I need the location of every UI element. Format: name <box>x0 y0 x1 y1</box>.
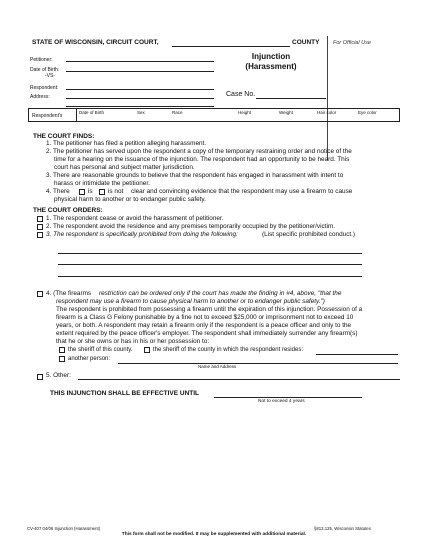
form-title <box>226 52 316 72</box>
order-3-line-1[interactable] <box>58 253 362 254</box>
official-use-divider <box>327 36 328 160</box>
column-race: Race <box>172 110 183 115</box>
another-person-field[interactable] <box>118 363 398 364</box>
another-person-label: another person: <box>68 356 111 362</box>
modification-notice: This form shall not be modified. It may be supplemented with additional material. <box>121 532 307 537</box>
effective-until-field[interactable] <box>214 397 362 398</box>
order-4-line1-b: restriction can be ordered only if the court has made the finding in #4, above, "that the <box>99 290 342 297</box>
finding-4-text: clear and convincing evidence that the respondent may use a firearm to cause <box>131 188 353 195</box>
order-4-line4: firearm is a Class G Felony punishable by a fine not to exceed $25,000 or imprisonment not to exceed 10 <box>56 314 354 321</box>
order-4-line6: extent required by the peace officer's employer. The respondent shall immediately surrender any firearm(s) <box>56 330 358 337</box>
order-4-line7: that he or she owns or has in his or her possession to: <box>56 338 210 345</box>
column-hair-color: Hair color <box>317 110 337 115</box>
finding-2-line2: time for a hearing on the issuance of the injunction. The respondent had an opportunity to be heard. This <box>54 156 350 163</box>
order-2-checkbox[interactable] <box>37 224 43 230</box>
petitioner-dob-field[interactable] <box>66 71 214 72</box>
effective-until-label: THIS INJUNCTION SHALL BE EFFECTIVE UNTIL <box>50 390 200 397</box>
order-4-line1-a: 4. (The firearms <box>46 290 92 297</box>
respondent-row-label: Respondent's <box>32 113 63 119</box>
order-5-checkbox[interactable] <box>37 374 43 380</box>
sheriff-this-county-checkbox[interactable] <box>59 347 65 353</box>
column-date-of-birth: Date of Birth <box>79 110 105 115</box>
order-3-italic: 3. The respondent is specifically prohibited from doing the following: <box>46 231 238 238</box>
column-eye-color: Eye color <box>358 110 377 115</box>
county-label: COUNTY <box>292 39 320 46</box>
case-no-field[interactable] <box>256 98 326 99</box>
sheriff-residence-county-label: the sheriff of the county in which the respondent resides: <box>153 347 303 353</box>
finding-3-line2: harass or intimidate the petitioner. <box>54 180 150 187</box>
order-4-checkbox[interactable] <box>37 291 43 297</box>
finding-2-line1: 2. The petitioner has served upon the respondent a copy of the temporary restraining order and notice of the <box>46 148 352 155</box>
order-4-line2: respondent may use a firearm to cause physical harm to another or to endanger public safety.") <box>56 298 325 305</box>
order-5-label: 5. Other: <box>46 372 71 379</box>
petitioner-label: Petitioner: <box>30 57 53 63</box>
order-1-checkbox[interactable] <box>37 216 43 222</box>
order-4-line3: The respondent is prohibited from possessing a firearm until the expiration of this injunction. Possession of a <box>56 306 363 313</box>
versus-label: -VS- <box>45 73 55 79</box>
form-title-line2: (Harassment) <box>245 62 297 71</box>
finding-3-line1: 3. There are reasonable grounds to believe that the respondent has engaged in harassment with intent to <box>46 172 344 179</box>
findings-heading: THE COURT FINDS: <box>33 133 95 140</box>
residence-county-field[interactable] <box>316 354 398 355</box>
statute-reference: §813.125, Wisconsin Statutes <box>314 526 371 531</box>
order-2: 2. The respondent avoid the residence and any premises temporarily occupied by the petitioner/victim. <box>46 223 336 230</box>
order-3-line-2[interactable] <box>58 264 362 265</box>
address-field-1[interactable] <box>66 98 214 99</box>
finding-2-line3: court has personal and subject matter jurisdiction. <box>54 164 195 171</box>
order-1: 1. The respondent cease or avoid the harassment of petitioner. <box>46 215 224 222</box>
finding-4-isnot-label: is not <box>108 188 124 195</box>
address-label: Address: <box>30 94 50 100</box>
petitioner-dob-label: Date of Birth: <box>30 67 60 73</box>
address-field-2[interactable] <box>66 106 214 107</box>
order-3-checkbox[interactable] <box>37 232 43 238</box>
respondent-label: Respondent: <box>30 85 59 91</box>
petitioner-field[interactable] <box>66 61 214 62</box>
respondent-field[interactable] <box>66 89 214 90</box>
finding-4-prefix: 4. There <box>46 188 70 195</box>
column-sex: Sex <box>137 110 145 115</box>
effective-note: Not to exceed 4 years <box>258 399 305 404</box>
county-field[interactable] <box>172 46 290 47</box>
form-id: CV-407 04/06 Injunction (Harassment) <box>27 526 101 531</box>
table-divider <box>76 108 77 122</box>
order-3-line-3[interactable] <box>58 276 362 277</box>
court-title: STATE OF WISCONSIN, CIRCUIT COURT, <box>32 39 159 46</box>
column-weight: Weight <box>279 110 293 115</box>
order-5-field[interactable] <box>78 379 400 380</box>
finding-4-line2: physical harm to another or to endanger public safety. <box>54 196 206 203</box>
sheriff-this-county-label: the sheriff of this county. <box>68 347 133 353</box>
name-address-caption: Name and Address <box>198 364 237 369</box>
form-title-line1: Injunction <box>251 52 291 61</box>
another-person-checkbox[interactable] <box>59 356 65 362</box>
finding-4-is-label: is <box>88 188 93 195</box>
column-height: Height <box>238 110 252 115</box>
official-use-label: For Official Use <box>333 40 371 46</box>
order-3-instruction: (List specific prohibited conduct.) <box>262 231 356 238</box>
finding-4-isnot-checkbox[interactable] <box>99 189 105 195</box>
order-4-line5: years, or both. A respondent may retain a firearm only if the respondent is a peace officer and only to the <box>56 322 352 329</box>
finding-1: 1. The petitioner has filed a petition alleging harassment. <box>46 140 207 147</box>
sheriff-residence-county-checkbox[interactable] <box>144 347 150 353</box>
orders-heading: THE COURT ORDERS: <box>33 207 103 214</box>
case-no-label: Case No. <box>226 91 256 98</box>
finding-4-is-checkbox[interactable] <box>79 189 85 195</box>
